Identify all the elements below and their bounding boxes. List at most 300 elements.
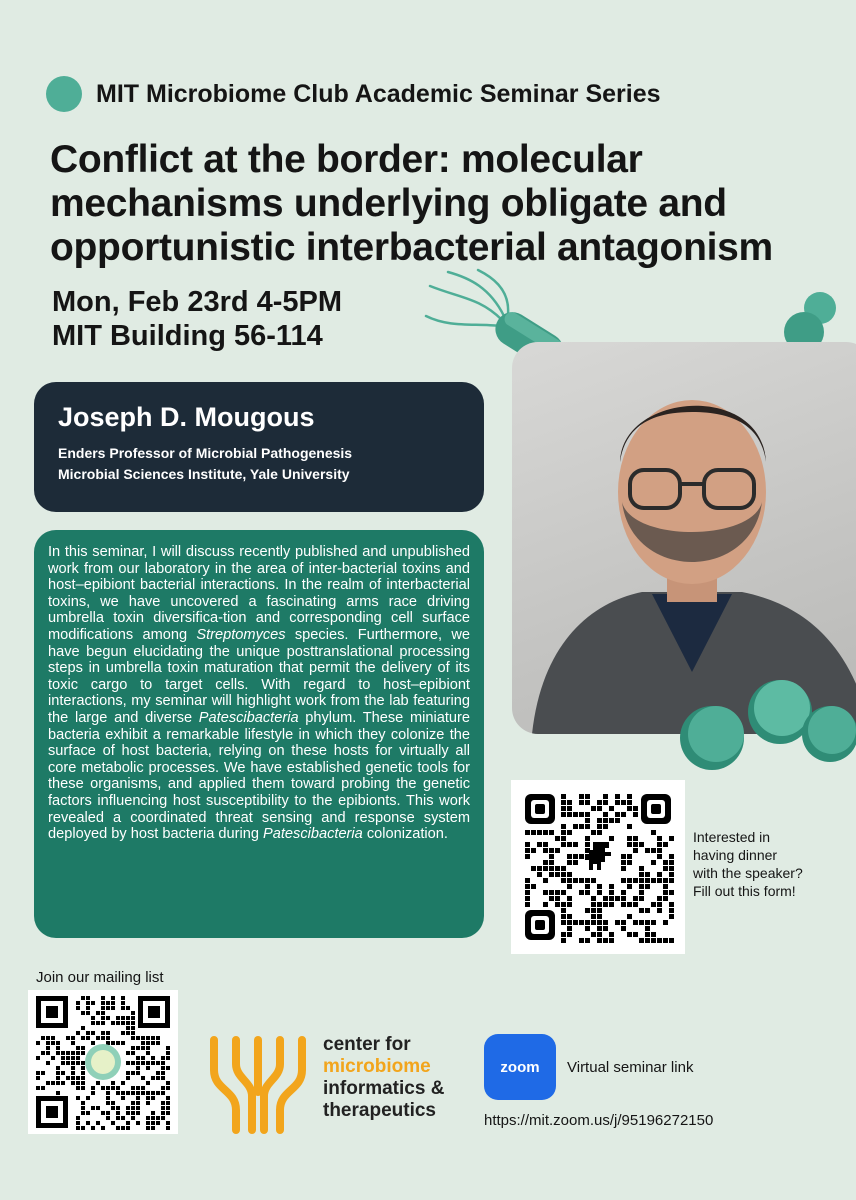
abstract-text: In this seminar, I will discuss recently published and unpublished work from our laboratory in the area of inter-bacterial toxins and host–epibiont bacterial interactions. In the realm of interbacterial toxins, we have uncovered a fascinating arms race driving umbrella toxin diversifica-tion and corresponding cell surface modifications among <box>48 544 470 643</box>
qr-module <box>621 902 626 907</box>
qr-module <box>81 996 85 1000</box>
qr-module <box>86 1031 90 1035</box>
qr-module <box>609 884 614 889</box>
qr-module <box>61 1056 65 1060</box>
mailing-list-qr-code[interactable] <box>28 990 178 1134</box>
qr-module <box>561 914 566 919</box>
qr-module <box>166 1066 170 1070</box>
qr-module <box>633 896 638 901</box>
qr-module <box>81 1076 85 1080</box>
qr-module <box>591 896 596 901</box>
qr-module <box>66 1076 70 1080</box>
qr-module <box>561 842 566 847</box>
qr-module <box>51 1056 55 1060</box>
qr-module <box>669 902 674 907</box>
qr-module <box>96 1036 100 1040</box>
qr-module <box>116 1021 120 1025</box>
qr-module <box>645 920 650 925</box>
qr-module <box>663 878 668 883</box>
qr-module <box>121 1041 125 1045</box>
qr-module <box>585 836 590 841</box>
qr-module <box>126 1091 130 1095</box>
qr-module <box>621 890 626 895</box>
qr-module <box>51 1081 55 1085</box>
qr-module <box>101 1006 105 1010</box>
qr-module <box>621 854 626 859</box>
qr-module <box>609 932 614 937</box>
qr-module <box>657 872 662 877</box>
qr-module <box>627 794 632 799</box>
qr-module <box>56 1066 60 1070</box>
qr-module <box>126 1071 130 1075</box>
qr-module <box>101 1086 105 1090</box>
qr-module <box>663 890 668 895</box>
qr-module <box>76 1046 80 1050</box>
qr-module <box>131 1116 135 1120</box>
qr-module <box>597 920 602 925</box>
cell-cluster-illustration <box>672 672 856 780</box>
qr-module <box>651 902 656 907</box>
qr-module <box>71 1081 75 1085</box>
qr-module <box>141 1041 145 1045</box>
qr-module <box>61 1061 65 1065</box>
qr-module <box>136 1056 140 1060</box>
qr-module <box>156 1071 160 1075</box>
qr-module <box>151 1116 155 1120</box>
qr-module <box>146 1101 150 1105</box>
qr-module <box>573 824 578 829</box>
qr-module <box>66 1056 70 1060</box>
qr-module <box>645 908 650 913</box>
qr-module <box>56 1071 60 1075</box>
qr-module <box>603 800 608 805</box>
qr-module <box>573 878 578 883</box>
qr-module <box>567 932 572 937</box>
qr-module <box>561 932 566 937</box>
qr-module <box>591 902 596 907</box>
qr-module <box>561 812 566 817</box>
qr-module <box>56 1091 60 1095</box>
qr-module <box>126 1051 130 1055</box>
qr-module <box>106 1006 110 1010</box>
qr-module <box>645 848 650 853</box>
qr-module <box>597 926 602 931</box>
dinner-text: Interested in <box>693 829 771 845</box>
qr-module <box>131 1091 135 1095</box>
qr-module <box>639 920 644 925</box>
qr-module <box>585 800 590 805</box>
qr-module <box>46 1081 50 1085</box>
qr-module <box>627 932 632 937</box>
qr-module <box>603 920 608 925</box>
qr-module <box>555 902 560 907</box>
qr-module <box>561 824 566 829</box>
qr-module <box>633 878 638 883</box>
qr-module <box>51 1036 55 1040</box>
qr-module <box>543 890 548 895</box>
zoom-logo-icon[interactable]: zoom <box>484 1034 556 1100</box>
qr-module <box>126 1076 130 1080</box>
qr-module <box>106 1001 110 1005</box>
qr-module <box>71 1076 75 1080</box>
qr-module <box>567 872 572 877</box>
qr-module <box>96 1081 100 1085</box>
center-name-line: center for <box>323 1034 411 1055</box>
qr-module <box>633 806 638 811</box>
qr-module <box>621 866 626 871</box>
qr-module <box>61 1071 65 1075</box>
qr-module <box>639 866 644 871</box>
qr-module <box>585 926 590 931</box>
event-date-time: Mon, Feb 23rd 4-5PM <box>52 286 343 318</box>
qr-module <box>76 1116 80 1120</box>
qr-module <box>131 1111 135 1115</box>
qr-module <box>126 1106 130 1110</box>
qr-module <box>543 842 548 847</box>
qr-module <box>166 1101 170 1105</box>
qr-module <box>591 908 596 913</box>
qr-module <box>627 914 632 919</box>
qr-module <box>156 1041 160 1045</box>
qr-module <box>101 996 105 1000</box>
qr-module <box>591 920 596 925</box>
qr-module <box>81 1106 85 1110</box>
qr-module <box>136 1121 140 1125</box>
qr-module <box>669 908 674 913</box>
qr-module <box>597 902 602 907</box>
qr-module <box>543 848 548 853</box>
qr-module <box>111 1086 115 1090</box>
qr-module <box>579 800 584 805</box>
qr-module <box>651 830 656 835</box>
qr-module <box>131 1016 135 1020</box>
qr-module <box>585 938 590 943</box>
qr-module <box>151 1091 155 1095</box>
qr-module <box>561 830 566 835</box>
qr-module <box>126 1126 130 1130</box>
qr-module <box>621 800 626 805</box>
mailing-list-label: Join our mailing list <box>36 969 164 986</box>
qr-module <box>101 1031 105 1035</box>
qr-module <box>151 1121 155 1125</box>
qr-module <box>131 1021 135 1025</box>
qr-module <box>46 1041 50 1045</box>
qr-module <box>151 1096 155 1100</box>
qr-module <box>585 908 590 913</box>
qr-module <box>116 1041 120 1045</box>
qr-module <box>537 842 542 847</box>
qr-module <box>633 902 638 907</box>
qr-module <box>161 1091 165 1095</box>
qr-module <box>36 1056 40 1060</box>
qr-module <box>549 860 554 865</box>
qr-module <box>156 1036 160 1040</box>
qr-module <box>101 1111 105 1115</box>
qr-module <box>633 932 638 937</box>
qr-module <box>156 1061 160 1065</box>
qr-module <box>121 1031 125 1035</box>
qr-module <box>555 866 560 871</box>
qr-module <box>126 1111 130 1115</box>
qr-module <box>71 1036 75 1040</box>
qr-module <box>41 1086 45 1090</box>
qr-module <box>166 1051 170 1055</box>
qr-module <box>116 1086 120 1090</box>
qr-module <box>537 830 542 835</box>
qr-module <box>543 878 548 883</box>
qr-module <box>657 896 662 901</box>
center-name-line: therapeutics <box>323 1100 436 1121</box>
qr-module <box>161 1076 165 1080</box>
qr-module <box>106 1031 110 1035</box>
qr-module <box>106 1036 110 1040</box>
qr-module <box>116 1091 120 1095</box>
qr-module <box>86 1096 90 1100</box>
qr-module <box>111 1081 115 1085</box>
abstract-text: species. Furthermore, we have begun elucidating the unique posttranslational processing steps in umbrella toxin maturation that permit the delivery of its toxic cargo to target cells. With regard to host–epibiont interactions, my seminar will highlight work from the lab featuring the large and diverse <box>48 626 470 726</box>
seminar-series-title: MIT Microbiome Club Academic Seminar Series <box>96 80 661 108</box>
speaker-title: Enders Professor of Microbial Pathogenesis <box>58 445 353 461</box>
qr-module <box>81 1046 85 1050</box>
qr-module <box>86 1121 90 1125</box>
qr-module <box>555 836 560 841</box>
qr-module <box>166 1086 170 1090</box>
qr-module <box>151 1041 155 1045</box>
qr-module <box>81 1036 85 1040</box>
qr-code-graphic <box>28 990 178 1134</box>
qr-module <box>136 1096 140 1100</box>
qr-module <box>651 932 656 937</box>
abstract-box <box>34 530 484 938</box>
qr-module <box>549 866 554 871</box>
qr-module <box>669 854 674 859</box>
zoom-label: Virtual seminar link <box>567 1059 694 1076</box>
qr-module <box>91 1126 95 1130</box>
qr-module <box>146 1051 150 1055</box>
qr-module <box>627 860 632 865</box>
qr-module <box>156 1116 160 1120</box>
qr-module <box>136 1061 140 1065</box>
qr-module <box>621 896 626 901</box>
qr-module <box>161 1071 165 1075</box>
qr-module <box>525 884 530 889</box>
qr-module <box>151 1061 155 1065</box>
qr-module <box>111 1001 115 1005</box>
qr-module <box>46 1051 50 1055</box>
qr-module <box>597 890 602 895</box>
seminar-title: Conflict at the border: molecular mechanisms underlying obligate and opportunistic interbacterial antagonism <box>50 138 773 269</box>
qr-module <box>663 860 668 865</box>
qr-module <box>116 1016 120 1020</box>
qr-module <box>136 1036 140 1040</box>
qr-module <box>633 812 638 817</box>
qr-module <box>46 1046 50 1050</box>
qr-module <box>609 890 614 895</box>
qr-module <box>36 1071 40 1075</box>
qr-module <box>51 1041 55 1045</box>
qr-module <box>639 908 644 913</box>
center-name-line: microbiome <box>323 1056 431 1077</box>
qr-module <box>645 872 650 877</box>
qr-module <box>71 1041 75 1045</box>
qr-module <box>166 1126 170 1130</box>
qr-module <box>627 806 632 811</box>
qr-module <box>106 1111 110 1115</box>
qr-module <box>76 1096 80 1100</box>
qr-module <box>525 848 530 853</box>
qr-module <box>561 938 566 943</box>
qr-module <box>567 884 572 889</box>
qr-module <box>633 842 638 847</box>
qr-module <box>101 1036 105 1040</box>
qr-module <box>645 938 650 943</box>
qr-module <box>86 1036 90 1040</box>
decor-dot <box>46 76 82 112</box>
qr-module <box>126 1026 130 1030</box>
qr-module <box>91 1086 95 1090</box>
qr-module <box>603 926 608 931</box>
qr-module <box>597 800 602 805</box>
qr-module <box>579 938 584 943</box>
qr-module <box>146 1061 150 1065</box>
qr-module <box>136 1071 140 1075</box>
qr-module <box>136 1066 140 1070</box>
qr-module <box>91 1031 95 1035</box>
qr-module <box>61 1051 65 1055</box>
qr-module <box>86 996 90 1000</box>
qr-module <box>141 1046 145 1050</box>
qr-module <box>86 1011 90 1015</box>
qr-module <box>141 1076 145 1080</box>
dinner-text: having dinner <box>693 847 778 863</box>
qr-module <box>81 1081 85 1085</box>
qr-module <box>131 1011 135 1015</box>
qr-module <box>615 818 620 823</box>
qr-module <box>567 926 572 931</box>
qr-module <box>36 1041 40 1045</box>
qr-module <box>525 842 530 847</box>
qr-module <box>657 848 662 853</box>
qr-module <box>543 902 548 907</box>
zoom-link[interactable]: https://mit.zoom.us/j/95196272150 <box>484 1112 714 1129</box>
qr-module <box>579 878 584 883</box>
qr-module <box>567 860 572 865</box>
qr-module <box>156 1076 160 1080</box>
qr-module <box>91 1091 95 1095</box>
qr-module <box>609 938 614 943</box>
qr-module <box>651 848 656 853</box>
qr-module <box>36 1086 40 1090</box>
qr-module <box>591 932 596 937</box>
qr-module <box>146 1046 150 1050</box>
qr-module <box>549 848 554 853</box>
qr-module <box>96 1121 100 1125</box>
qr-module <box>651 878 656 883</box>
qr-module <box>76 1081 80 1085</box>
qr-module <box>96 1011 100 1015</box>
qr-module <box>597 884 602 889</box>
qr-module <box>567 902 572 907</box>
qr-module <box>141 1091 145 1095</box>
abstract-phylum-name: Patescibacteria <box>263 826 363 843</box>
qr-module <box>106 1096 110 1100</box>
qr-module <box>116 1126 120 1130</box>
qr-module <box>56 1041 60 1045</box>
qr-module <box>639 842 644 847</box>
abstract-phylum-name: Patescibacteria <box>198 709 299 726</box>
qr-module <box>81 1101 85 1105</box>
qr-module <box>615 896 620 901</box>
qr-module <box>121 1096 125 1100</box>
qr-module <box>567 800 572 805</box>
qr-module <box>669 872 674 877</box>
speaker-card <box>34 382 484 512</box>
qr-module <box>615 794 620 799</box>
qr-module <box>573 842 578 847</box>
qr-module <box>597 932 602 937</box>
qr-module <box>549 854 554 859</box>
qr-module <box>41 1036 45 1040</box>
qr-module <box>615 812 620 817</box>
qr-module <box>555 848 560 853</box>
qr-module <box>585 890 590 895</box>
qr-module <box>156 1091 160 1095</box>
qr-module <box>621 812 626 817</box>
qr-module <box>609 818 614 823</box>
qr-module <box>573 860 578 865</box>
qr-module <box>121 1091 125 1095</box>
qr-module <box>131 1086 135 1090</box>
qr-module <box>106 1086 110 1090</box>
qr-module <box>597 806 602 811</box>
qr-module <box>76 1061 80 1065</box>
qr-module <box>131 1071 135 1075</box>
qr-module <box>567 806 572 811</box>
qr-module <box>597 818 602 823</box>
qr-module <box>146 1121 150 1125</box>
qr-module <box>106 1016 110 1020</box>
qr-module <box>116 1106 120 1110</box>
qr-module <box>561 800 566 805</box>
qr-module <box>136 1106 140 1110</box>
qr-module <box>136 1111 140 1115</box>
qr-module <box>543 860 548 865</box>
abstract-species-name: Streptomyces <box>196 626 286 643</box>
qr-module <box>525 896 530 901</box>
qr-module <box>645 884 650 889</box>
qr-module <box>111 1101 115 1105</box>
qr-module <box>573 920 578 925</box>
qr-module <box>603 818 608 823</box>
qr-code-graphic <box>511 780 685 954</box>
qr-module <box>609 902 614 907</box>
dinner-form-qr-code[interactable] <box>511 780 685 954</box>
qr-module <box>561 794 566 799</box>
qr-module <box>549 830 554 835</box>
dinner-invitation <box>693 828 843 900</box>
qr-module <box>131 1106 135 1110</box>
qr-module <box>141 1086 145 1090</box>
event-location: MIT Building 56-114 <box>52 320 323 352</box>
qr-module <box>591 914 596 919</box>
qr-module <box>627 836 632 841</box>
qr-module <box>61 1081 65 1085</box>
qr-module <box>166 1111 170 1115</box>
qr-module <box>146 1041 150 1045</box>
qr-module <box>525 830 530 835</box>
qr-module <box>645 878 650 883</box>
qr-module <box>71 1071 75 1075</box>
